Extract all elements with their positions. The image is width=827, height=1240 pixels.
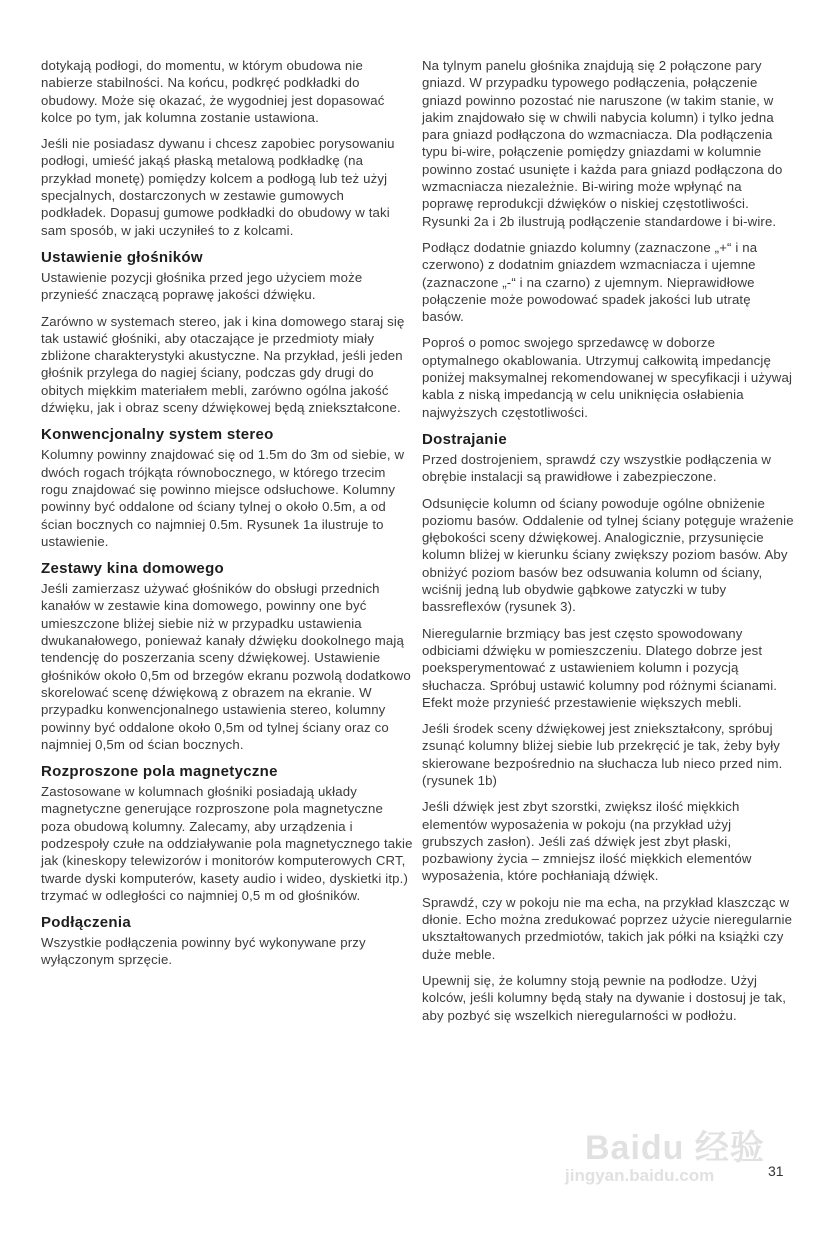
watermark-url: jingyan.baidu.com	[565, 1166, 715, 1185]
paragraph: Upewnij się, że kolumny stoją pewnie na podłodze. Użyj kolców, jeśli kolumny będą stały na dywanie i dostosuj je tak, aby pozbyć się wszelkich nieregularności w podłożu.	[422, 972, 787, 1023]
section-heading-tuning: Dostrajanie	[422, 430, 507, 448]
paragraph: Sprawdź, czy w pokoju nie ma echa, na przykład klaszcząc w dłonie. Echo można zredukować poprzez użycie nieregularnie ukształtowanych przedmiotów, takich jak półki na książki czy duże meble.	[422, 894, 793, 962]
section-heading-home-cinema: Zestawy kina domowego	[41, 560, 225, 578]
watermark	[565, 1129, 765, 1186]
section-heading-magnetic-fields: Rozproszone pola magnetyczne	[41, 763, 278, 781]
watermark-brand: Baidu 经验	[585, 1129, 765, 1167]
page-number: 31	[768, 1163, 784, 1179]
paragraph: Wszystkie podłączenia powinny być wykonywane przy wyłączonym sprzęcie.	[41, 935, 366, 968]
paragraph: Jeśli środek sceny dźwiękowej jest zniekształcony, spróbuj zsunąć kolumny bliżej siebie lub przekręcić je tak, żeby były skierowane bezpośrednio na słuchacza lub nieco przed nim. (rysunek 1b)	[422, 721, 783, 788]
paragraph: Kolumny powinny znajdować się od 1.5m do 3m od siebie, w dwóch rogach trójkąta równobocznego, w którego trzecim rogu znajdować się powinno miejsce odsłuchowe. Kolumny powinny być oddalone od ściany tylnej o około 0.5m, a od ścian bocznych co najmniej 0.5m. Rysunek 1a ilustruje to ustawienie.	[41, 447, 405, 549]
paragraph: Jeśli nie posiadasz dywanu i chcesz zapobiec porysowaniu podłogi, umieść jakąś płaską metalową podkładkę (na przykład monetę) pomiędzy kolcem a podłogą lub też użyj specjalnych, dostarczonych w zestawie gumowych podkładek. Dopasuj gumowe podkładki do obudowy w taki sam sposób, w jaki uczyniłeś to z kolcami.	[41, 136, 395, 238]
paragraph: Zarówno w systemach stereo, jak i kina domowego staraj się tak ustawić głośniki, aby otaczające je przedmioty miały zbliżone charakterystyki akustyczne. Na przykład, jeśli jeden głośnik przylega do nagiej ściany, podczas gdy drugi do obitych miękkim materiałem mebli, zarówno ogólna jakość dźwięku, jak i obraz sceny dźwiękowej będą zniekształcone.	[41, 313, 405, 416]
paragraph: Nieregularnie brzmiący bas jest często spowodowany odbiciami dźwięku w pomieszczeniu. Dlatego dobrze jest poeksperymentować z ustawieniem kolumn i pozycją słuchacza. Spróbuj ustawić kolumny pod różnymi ścianami. Efekt może przynieść przestawienie większych mebli.	[422, 625, 778, 710]
paragraph: Na tylnym panelu głośnika znajdują się 2 połączone pary gniazd. W przypadku typowego podłączenia, połączenie gniazd powinno pozostać nie naruszone (w takim stanie, w jakim znajdowało się w chwili nabycia kolumn) i tylko jedna para gniazd podłączona do wzmacniacza. Dla podłączenia typu bi-wire, połączenie pomiędzy gniazdami w kolumnie powinno zostać usunięte i każda para gniazd podłączona do wzmacniacza niezależnie. Bi-wiring może wpłynąć na poprawę reprodukcji dźwięków o niskiej częstotliwości. Rysunki 2a i 2b ilustrują podłączenie standardowe i bi-wire.	[422, 58, 783, 229]
paragraph: Poproś o pomoc swojego sprzedawcę w doborze optymalnego okablowania. Utrzymuj całkowitą impedancję poniżej maksymalnej rekomendowanej w specyfikacji i używaj kabla z niską impedancją w celu uniknięcia osłabienia najwyższych częstotliwości.	[422, 335, 793, 420]
paragraph: Zastosowane w kolumnach głośniki posiadają układy magnetyczne generujące rozproszone pola magnetyczne poza obudową kolumny. Zalecamy, aby urządzenia i podzespoły czułe na oddziaływanie pola magnetycznego takie jak (kineskopy telewizorów i monitorów komputerowych CRT, twarde dyski komputerów, kasety audio i wideo, dyskietki itp.) trzymać w odległości co najmniej 0,5 m od głośników.	[41, 784, 413, 903]
section-heading-stereo-system: Konwencjonalny system stereo	[41, 426, 274, 444]
paragraph: Jeśli zamierzasz używać głośników do obsługi przednich kanałów w zestawie kina domowego, powinny one być umieszczone bliżej siebie niż w przypadku ustawienia dwukanałowego, ponieważ kanały dźwięku dookolnego mają tendencję do poszerzania sceny dźwiękowej. Ustawienie głośników około 0,5m od brzegów ekranu pozwolą dodatkowo skorelować scenę dźwiękową z obrazem na ekranie. W przypadku konwencjonalnego ustawienia stereo, kolumny powinny być oddalone około 0,5m od tylnej ściany oraz co najmniej 0,5m od ścian bocznych.	[41, 581, 411, 752]
left-column	[41, 57, 413, 978]
paragraph: Jeśli dźwięk jest zbyt szorstki, zwiększ ilość miękkich elementów wyposażenia w pokoju (na przykład użyj grubszych zasłon). Jeśli zaś dźwięk jest zbyt płaski, pozbawiony życia – zmniejsz ilość miękkich elementów wyposażenia, które pochłaniają dźwięk.	[422, 799, 752, 884]
paragraph: Podłącz dodatnie gniazdo kolumny (zaznaczone „+“ i na czerwono) z dodatnim gniazdem wzmacniacza i ujemne (zaznaczone „-“ i na czarno) z ujemnym. Nieprawidłowe połączenie może powodować spadek jakości lub utratę basów.	[422, 239, 758, 325]
paragraph: Przed dostrojeniem, sprawdź czy wszystkie podłączenia w obrębie instalacji są prawidłowe i zabezpieczone.	[422, 451, 772, 485]
paragraph: Odsunięcie kolumn od ściany powoduje ogólne obniżenie poziomu basów. Oddalenie od tylnej ściany potęguje wrażenie głębokości sceny dźwiękowej. Analogicznie, przysunięcie kolumn bliżej w kierunku ściany zwiększy poziom basów. Aby obniżyć poziom basów bez odsuwania kolumn od ściany, wciśnij jedną lub obydwie gąbkowe zatyczki w tuby bassreflexów (rysunek 3).	[422, 495, 794, 615]
paragraph: dotykają podłogi, do momentu, w którym obudowa nie nabierze stabilności. Na końcu, podkręć podkładki do obudowy. Może się okazać, że wygodniej jest dopasować kolce po tym, jak kolumna zostanie ustawiona.	[41, 58, 385, 125]
section-heading-speaker-placement: Ustawienie głośników	[41, 248, 203, 266]
section-heading-connections: Podłączenia	[41, 914, 131, 932]
right-column	[422, 57, 794, 1033]
paragraph: Ustawienie pozycji głośnika przed jego użyciem może przynieść znaczącą poprawę jakości dźwięku.	[41, 269, 363, 303]
